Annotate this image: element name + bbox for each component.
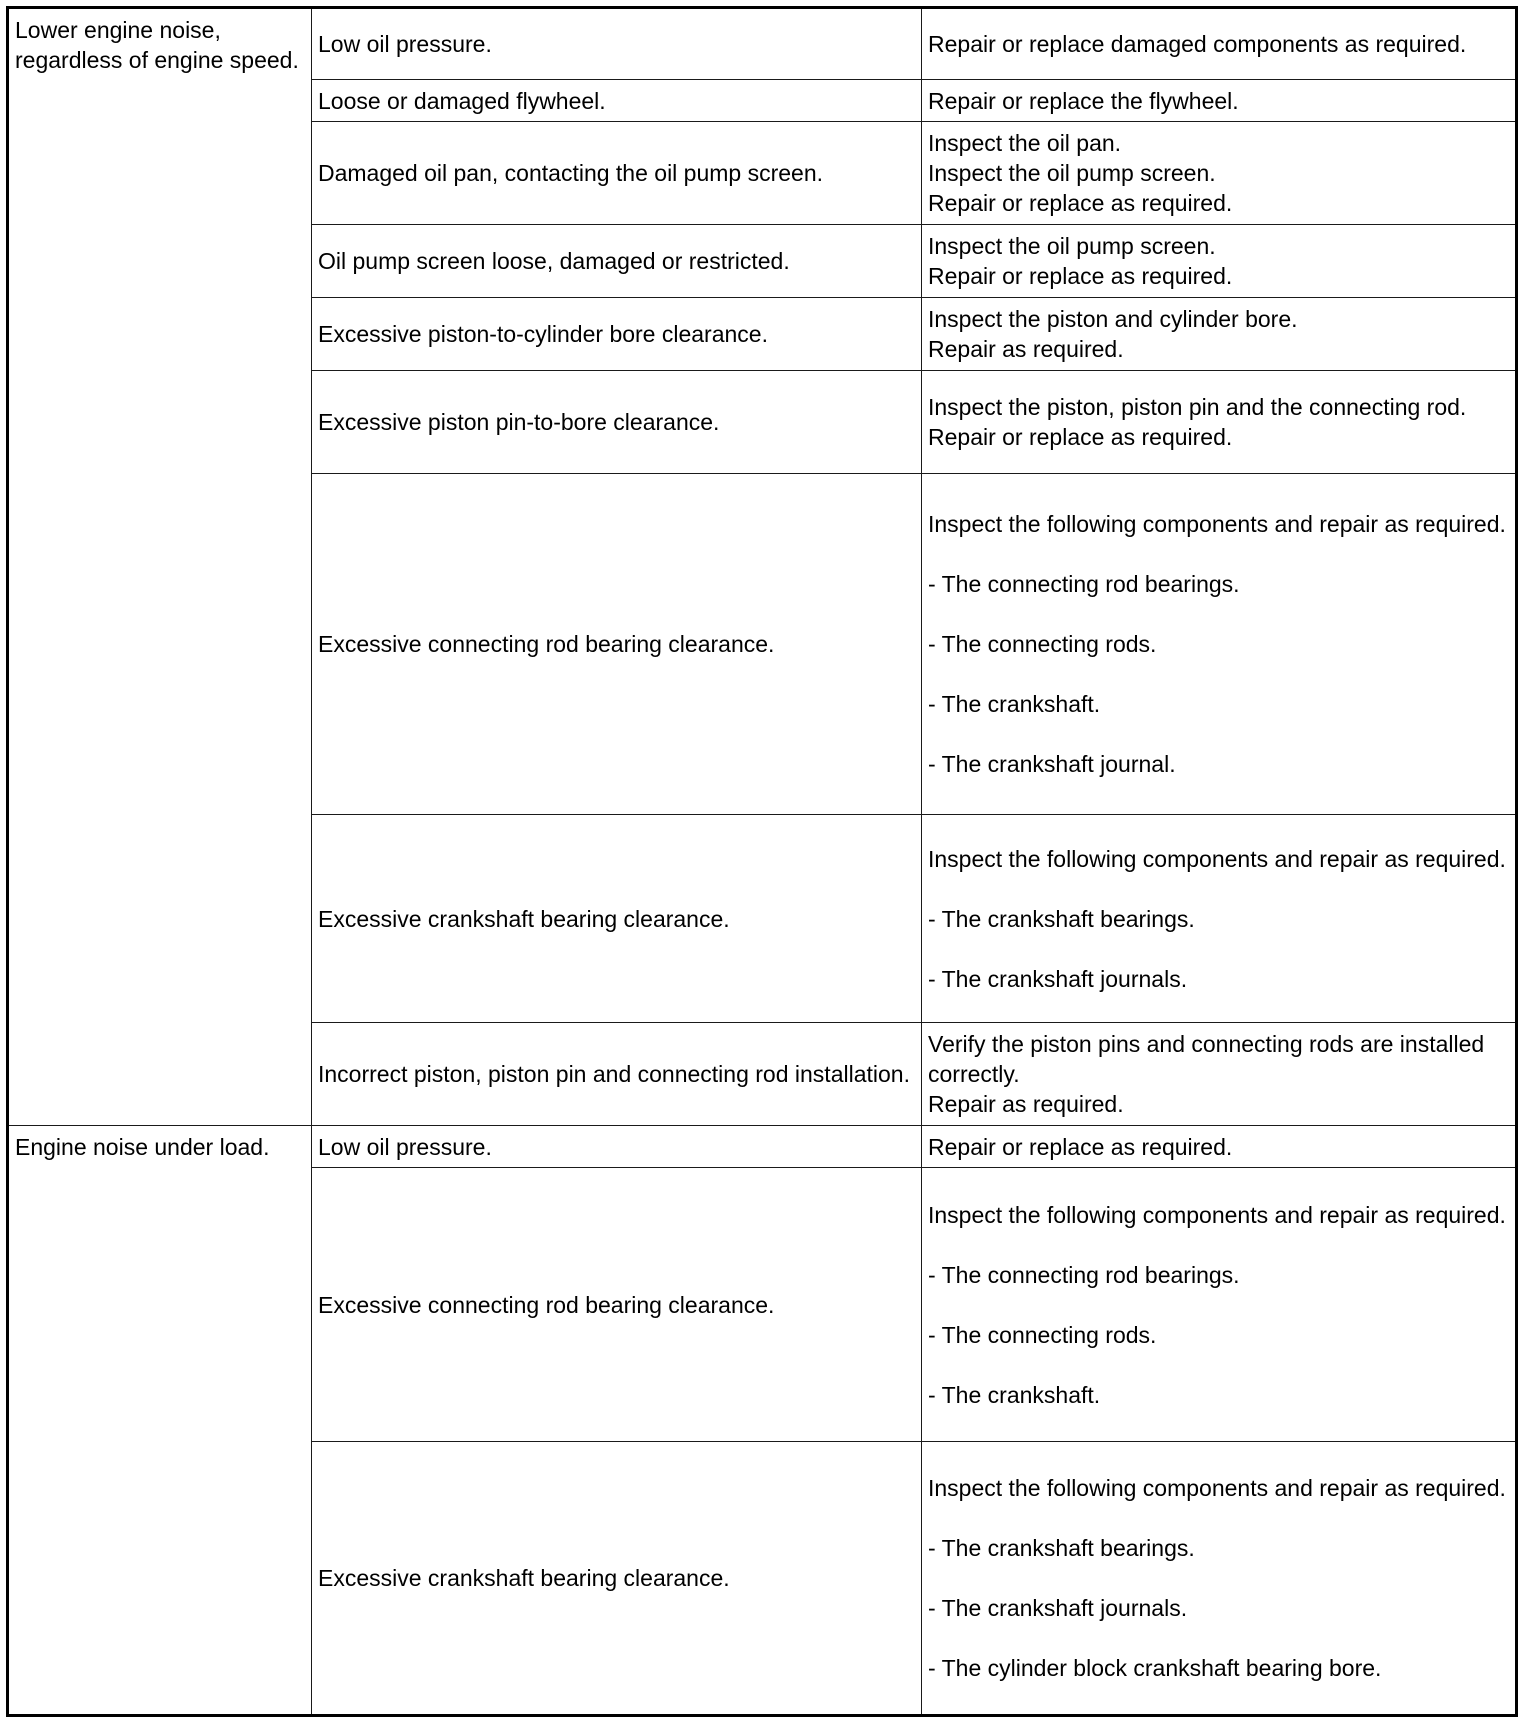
symptom-cell [8, 1126, 312, 1716]
list-item: - The connecting rod bearings. [928, 1261, 1240, 1288]
list-item: - The crankshaft. [928, 691, 1101, 717]
cause-cell: Excessive connecting rod bearing clearance. [312, 474, 922, 815]
list-item: - The connecting rods. [928, 631, 1157, 657]
cause-cell: Excessive crankshaft bearing clearance. [312, 815, 922, 1023]
list-item: - The crankshaft bearings. [928, 1535, 1195, 1561]
cause-cell: Excessive crankshaft bearing clearance. [312, 1442, 922, 1716]
action-cell: Repair or replace the flywheel. [922, 80, 1517, 122]
list-item: - The crankshaft journal. [928, 751, 1176, 777]
list-item: - The crankshaft journals. [928, 965, 1188, 992]
symptom-cell [8, 8, 312, 1126]
table-row [8, 1126, 1517, 1168]
diagnostic-table [6, 6, 1518, 1717]
action-cell: Inspect the following components and repair as required. - The connecting rod bearings. - The connecting rods. - The crankshaft. [922, 1168, 1517, 1442]
list-item: - The connecting rods. [928, 1321, 1157, 1348]
action-cell: Inspect the following components and repair as required. - The connecting rod bearings. - The connecting rods. - The crankshaft. - The crankshaft journal. [922, 474, 1517, 815]
list-item: - The connecting rod bearings. [928, 571, 1240, 597]
action-cell: Inspect the following components and repair as required. - The crankshaft bearings. - The crankshaft journals. [922, 815, 1517, 1023]
table-row [8, 8, 1517, 80]
diagnostic-table-page [6, 6, 1515, 1717]
action-cell: Inspect the oil pan. Inspect the oil pump screen. Repair or replace as required. [922, 122, 1517, 225]
action-cell: Verify the piston pins and connecting rods are installed correctly. Repair as required. [922, 1023, 1517, 1126]
cause-cell: Oil pump screen loose, damaged or restricted. [312, 225, 922, 298]
cause-cell: Excessive connecting rod bearing clearance. [312, 1168, 922, 1442]
list-item: - The crankshaft bearings. [928, 905, 1195, 932]
symptom-text: Engine noise under load. [15, 1134, 270, 1160]
list-item: - The crankshaft journals. [928, 1595, 1188, 1621]
action-cell: Inspect the piston and cylinder bore. Repair as required. [922, 298, 1517, 371]
cause-cell: Damaged oil pan, contacting the oil pump screen. [312, 122, 922, 225]
cause-cell: Low oil pressure. [312, 1126, 922, 1168]
cause-cell: Loose or damaged flywheel. [312, 80, 922, 122]
action-cell: Inspect the oil pump screen. Repair or replace as required. [922, 225, 1517, 298]
cause-cell: Low oil pressure. [312, 8, 922, 80]
list-item: - The cylinder block crankshaft bearing bore. [928, 1655, 1382, 1681]
symptom-text: Lower engine noise, regardless of engine speed. [15, 17, 299, 73]
action-cell: Repair or replace as required. [922, 1126, 1517, 1168]
cause-cell: Excessive piston pin-to-bore clearance. [312, 371, 922, 474]
list-item: - The crankshaft. [928, 1381, 1101, 1408]
cause-cell: Excessive piston-to-cylinder bore clearance. [312, 298, 922, 371]
action-cell: Inspect the following components and repair as required. - The crankshaft bearings. - The crankshaft journals. - The cylinder block crankshaft bearing bore. [922, 1442, 1517, 1716]
cause-cell: Incorrect piston, piston pin and connecting rod installation. [312, 1023, 922, 1126]
action-cell: Repair or replace damaged components as required. [922, 8, 1517, 80]
action-cell: Inspect the piston, piston pin and the connecting rod. Repair or replace as required. [922, 371, 1517, 474]
